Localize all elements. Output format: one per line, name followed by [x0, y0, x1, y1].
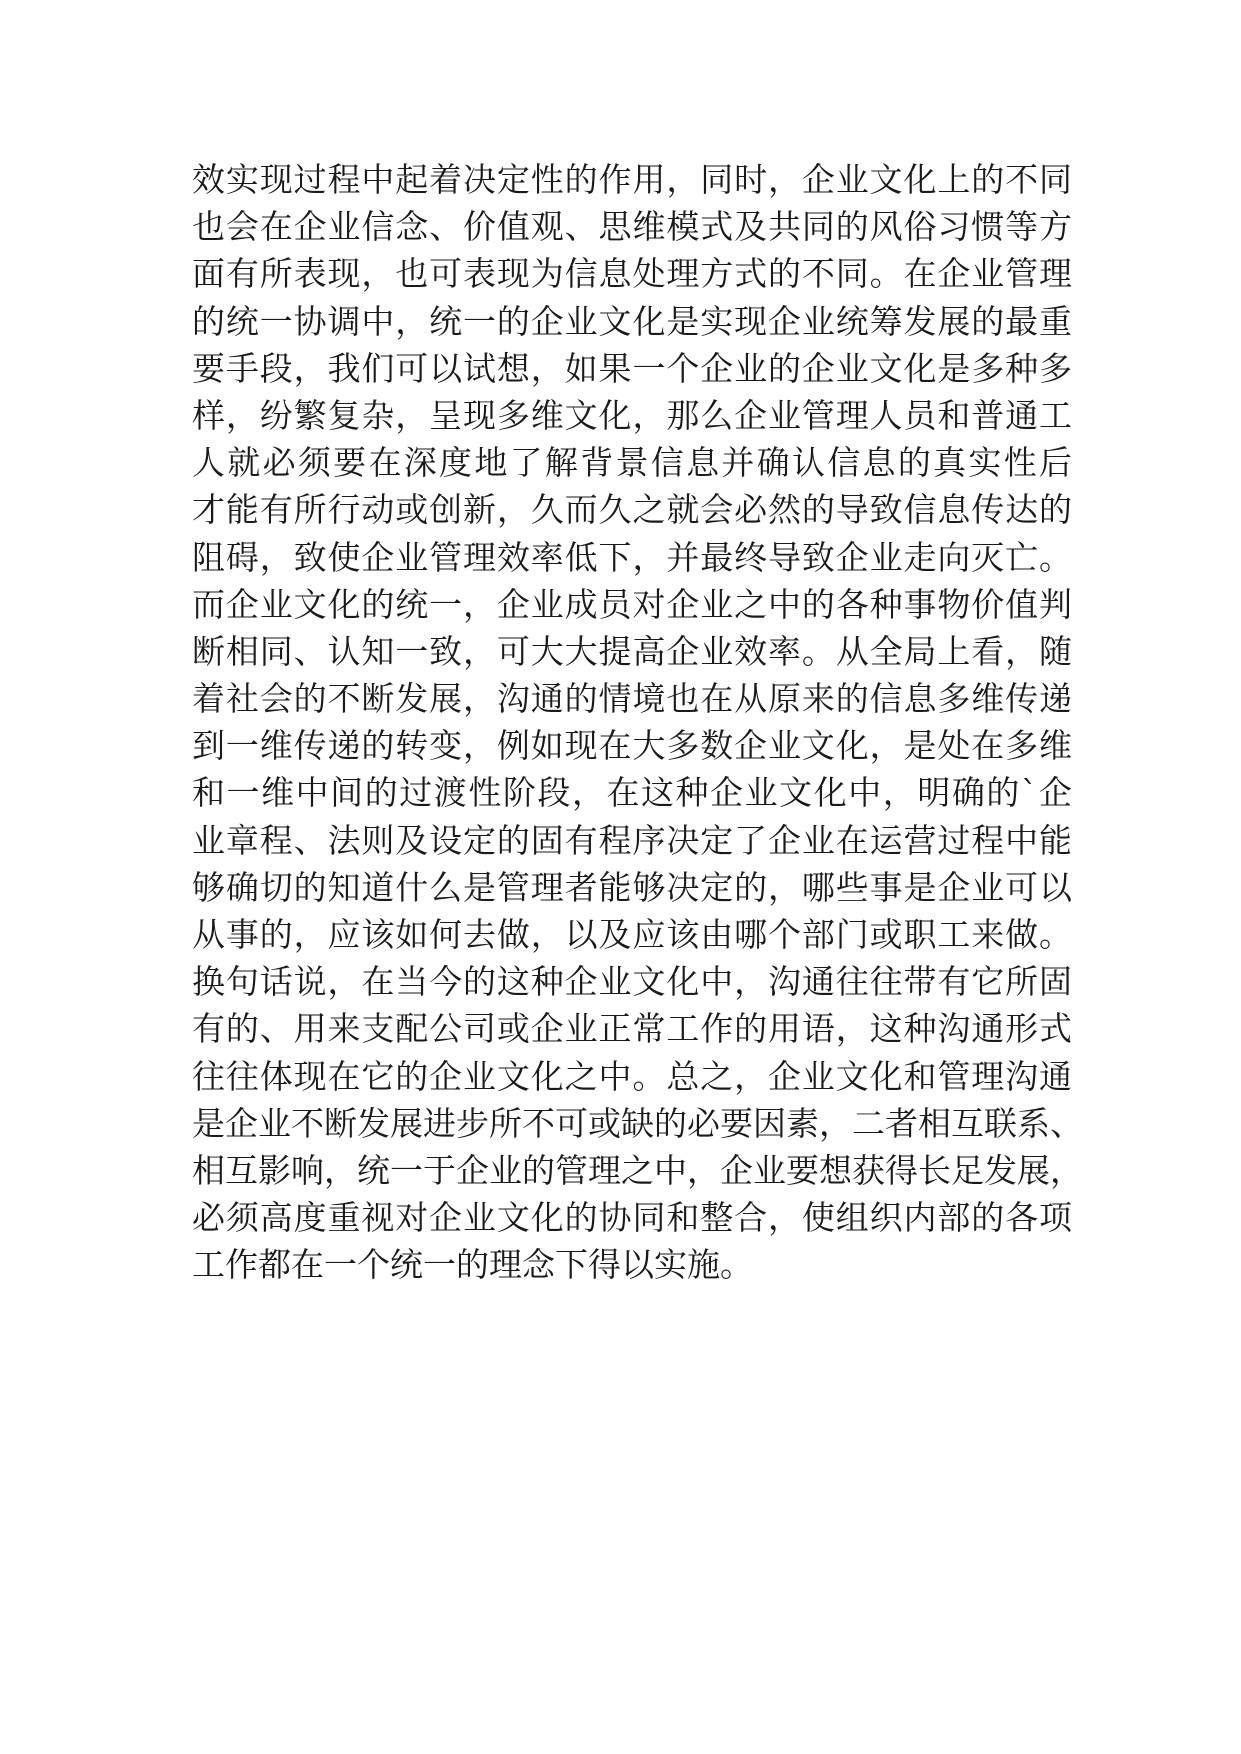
text-line: 是企业不断发展进步所不可或缺的必要因素，二者相互联系、 — [192, 1103, 1083, 1143]
text-line: 也会在企业信念、价值观、思维模式及共同的风俗习惯等方 — [192, 207, 1072, 247]
text-line: 才能有所行动或创新，久而久之就会必然的导致信息传达的 — [192, 490, 1072, 530]
text-line: 相互影响，统一于企业的管理之中，企业要想获得长足发展， — [192, 1150, 1083, 1190]
body-text — [192, 156, 1083, 1289]
text-line: 到一维传递的转变，例如现在大多数企业文化，是处在多维 — [192, 726, 1072, 766]
text-line: 工作都在一个统一的理念下得以实施。 — [192, 1245, 753, 1285]
text-line: 阻碍，致使企业管理效率低下，并最终导致企业走向灭亡。 — [192, 537, 1072, 577]
text-line: 效实现过程中起着决定性的作用，同时，企业文化上的不同 — [192, 160, 1072, 199]
text-line: 往往体现在它的企业文化之中。总之，企业文化和管理沟通 — [192, 1056, 1072, 1096]
text-line: 要手段，我们可以试想，如果一个企业的企业文化是多种多 — [192, 348, 1072, 388]
text-line: 够确切的知道什么是管理者能够决定的，哪些事是企业可以 — [192, 867, 1072, 907]
text-line: 人就必须要在深度地了解背景信息并确认信息的真实性后 — [192, 443, 1072, 483]
text-line: 有的、用来支配公司或企业正常工作的用语，这种沟通形式 — [192, 1009, 1072, 1049]
text-line: 业章程、法则及设定的固有程序决定了企业在运营过程中能 — [192, 820, 1072, 860]
text-line: 和一维中间的过渡性阶段，在这种企业文化中，明确的`企 — [192, 773, 1072, 813]
text-line: 断相同、认知一致，可大大提高企业效率。从全局上看，随 — [192, 631, 1072, 671]
text-line: 的统一协调中，统一的企业文化是实现企业统筹发展的最重 — [192, 301, 1072, 341]
text-line: 换句话说，在当今的这种企业文化中，沟通往往带有它所固 — [192, 962, 1072, 1002]
text-line: 从事的，应该如何去做，以及应该由哪个部门或职工来做。 — [192, 915, 1072, 954]
text-line: 着社会的不断发展，沟通的情境也在从原来的信息多维传递 — [192, 679, 1072, 719]
text-line: 面有所表现，也可表现为信息处理方式的不同。在企业管理 — [192, 254, 1072, 294]
text-line: 必须高度重视对企业文化的协同和整合，使组织内部的各项 — [192, 1198, 1072, 1238]
text-line: 样，纷繁复杂，呈现多维文化，那么企业管理人员和普通工 — [192, 395, 1072, 435]
text-line: 而企业文化的统一，企业成员对企业之中的各种事物价值判 — [192, 584, 1072, 624]
